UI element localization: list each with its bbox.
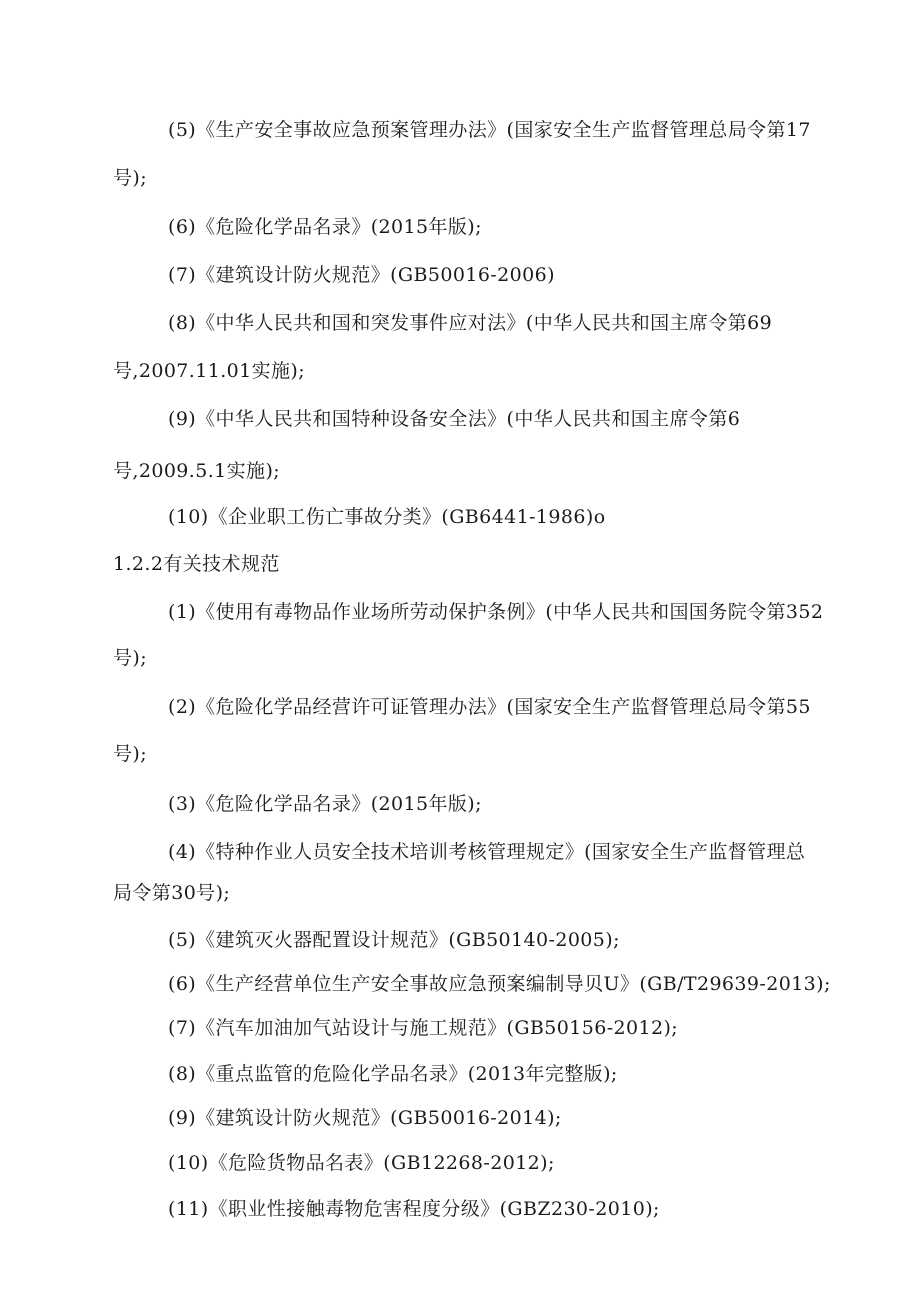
spec-item-10: (10)《危险货物品名表》(GB12268-2012); bbox=[168, 1152, 555, 1174]
spec-item-2-line-1: (2)《危险化学品经营许可证管理办法》(国家安全生产监督管理总局令第55 bbox=[168, 696, 811, 718]
spec-item-8: (8)《重点监管的危险化学品名录》(2013年完整版); bbox=[168, 1063, 618, 1085]
spec-item-2-line-2: 号); bbox=[113, 743, 148, 765]
law-item-9-line-2: 号,2009.5.1实施); bbox=[113, 460, 281, 482]
law-item-10: (10)《企业职工伤亡事故分类》(GB6441-1986)o bbox=[168, 506, 606, 528]
spec-item-4-line-1: (4)《特种作业人员安全技术培训考核管理规定》(国家安全生产监督管理总 bbox=[168, 841, 806, 863]
law-item-9-line-1: (9)《中华人民共和国特种设备安全法》(中华人民共和国主席令第6 bbox=[168, 408, 741, 430]
spec-item-1-line-2: 号); bbox=[113, 647, 148, 669]
spec-item-4-line-2: 局令第30号); bbox=[113, 882, 231, 904]
law-item-7: (7)《建筑设计防火规范》(GB50016-2006) bbox=[168, 264, 555, 286]
spec-item-5: (5)《建筑灭火器配置设计规范》(GB50140-2005); bbox=[168, 929, 620, 951]
law-item-6: (6)《危险化学品名录》(2015年版); bbox=[168, 216, 482, 238]
law-item-8-line-1: (8)《中华人民共和国和突发事件应对法》(中华人民共和国主席令第69 bbox=[168, 312, 773, 334]
spec-item-11: (11)《职业性接触毒物危害程度分级》(GBZ230-2010); bbox=[168, 1198, 660, 1220]
law-item-8-line-2: 号,2007.11.01实施); bbox=[113, 360, 306, 382]
spec-item-1-line-1: (1)《使用有毒物品作业场所劳动保护条例》(中华人民共和国国务院令第352 bbox=[168, 601, 824, 623]
section-heading: 1.2.2有关技术规范 bbox=[113, 553, 280, 575]
law-item-5-line-2: 号); bbox=[113, 167, 148, 189]
spec-item-6: (6)《生产经营单位生产安全事故应急预案编制导贝U》(GB/T29639-2013); bbox=[168, 973, 831, 995]
spec-item-3: (3)《危险化学品名录》(2015年版); bbox=[168, 793, 482, 815]
spec-item-7: (7)《汽车加油加气站设计与施工规范》(GB50156-2012); bbox=[168, 1017, 679, 1039]
law-item-5-line-1: (5)《生产安全事故应急预案管理办法》(国家安全生产监督管理总局令第17 bbox=[168, 119, 811, 141]
spec-item-9: (9)《建筑设计防火规范》(GB50016-2014); bbox=[168, 1107, 562, 1129]
